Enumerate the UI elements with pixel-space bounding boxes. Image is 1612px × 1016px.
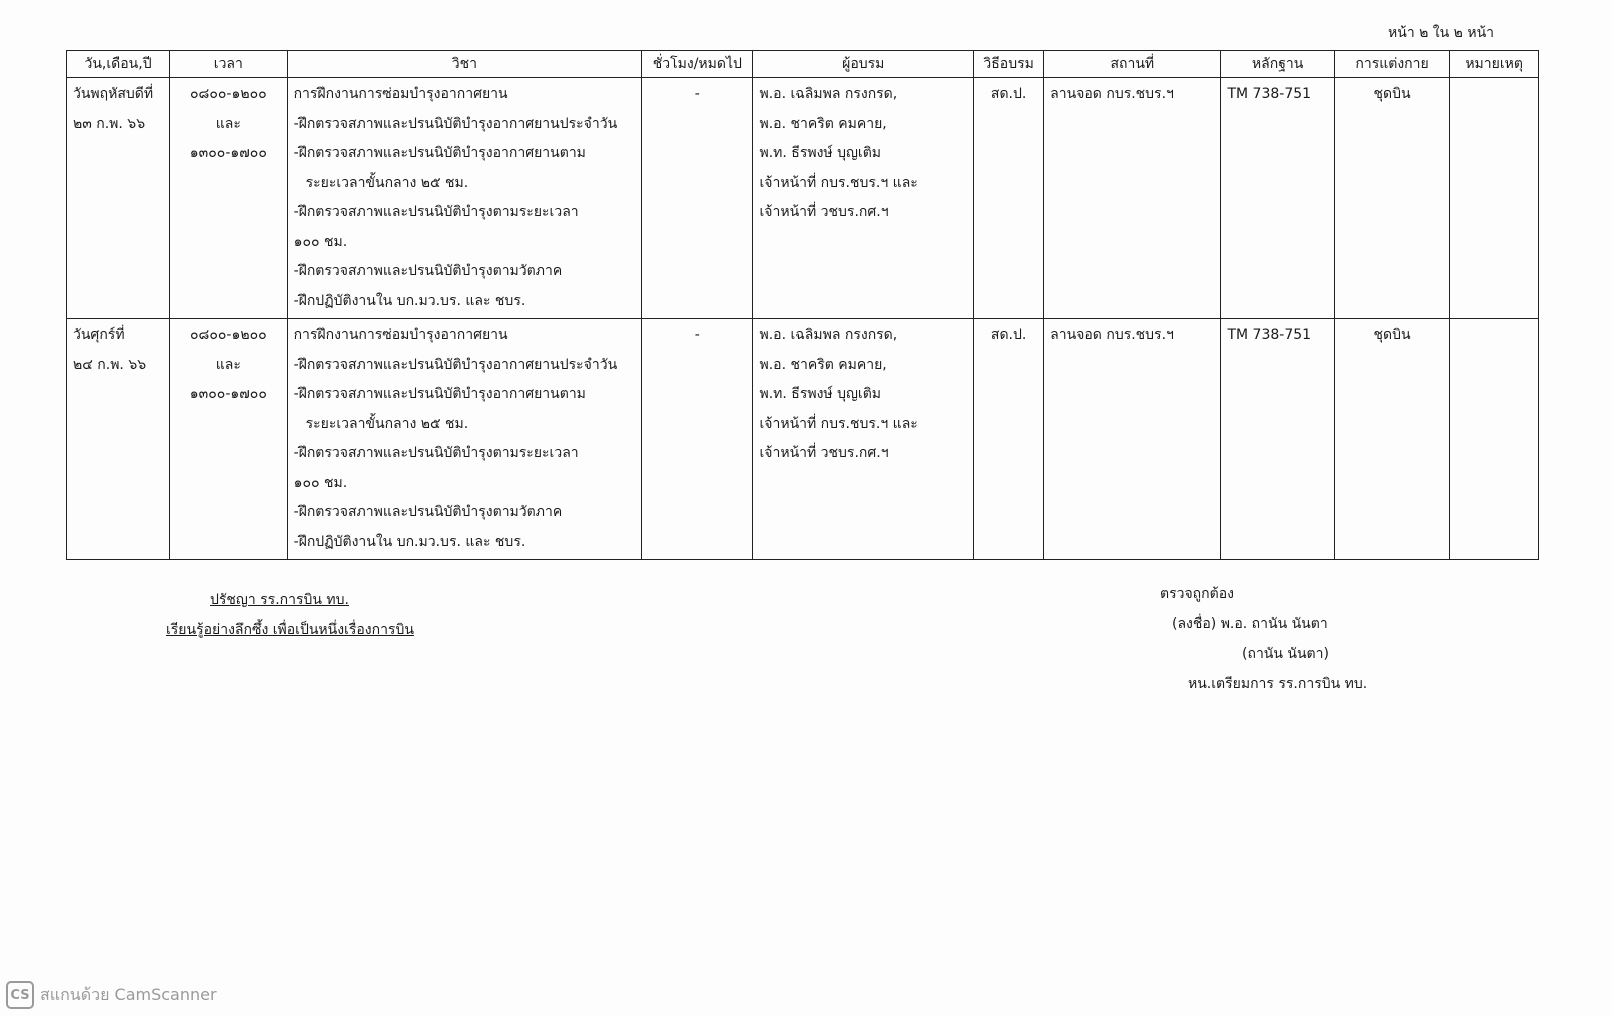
location-value: ลานจอด กบร.ชบร.ฯ: [1050, 327, 1174, 343]
header-hours: ชั่วโมง/หมดไป: [642, 51, 753, 78]
header-subject: วิชา: [287, 51, 642, 78]
trainer-line: พ.ท. ธีรพงษ์ บุญเติม: [759, 386, 882, 402]
evidence-cell: [1221, 319, 1334, 560]
remark-value: [1456, 80, 1532, 110]
date-cell: [67, 78, 170, 319]
time-cell: [170, 319, 288, 560]
subject-cell: [287, 78, 642, 319]
evidence-value: TM 738-751: [1227, 327, 1312, 343]
remark-value: [1456, 321, 1532, 351]
dress-value: ชุดบิน: [1373, 86, 1411, 102]
method-cell: [974, 78, 1044, 319]
table-row: [67, 78, 1539, 319]
date-line: วันพฤหัสบดีที่: [73, 86, 154, 102]
trainer-line: พ.อ. เฉลิมพล กรงกรด,: [759, 327, 898, 343]
time-cell: [170, 78, 288, 319]
trainer-line: เจ้าหน้าที่ กบร.ชบร.ฯ และ: [759, 415, 918, 432]
time-line: ๑๓๐๐-๑๗๐๐: [189, 386, 267, 402]
subject-line: -ฝึกตรวจสภาพและปรนนิบัติบำรุงตามระยะเวลา: [293, 445, 579, 461]
hours-cell: [642, 319, 753, 560]
trainer-line: พ.อ. เฉลิมพล กรงกรด,: [759, 86, 898, 102]
camscanner-logo-icon: CS: [6, 981, 34, 1009]
time-line: และ: [215, 115, 241, 132]
subject-line: -ฝึกปฏิบัติงานใน บก.มว.บร. และ ชบร.: [293, 292, 526, 309]
time-line: และ: [215, 356, 241, 373]
dress-cell: [1334, 78, 1449, 319]
hours-value: -: [694, 86, 700, 102]
header-remark: หมายเหตุ: [1450, 51, 1539, 78]
subject-line: -ฝึกตรวจสภาพและปรนนิบัติบำรุงอากาศยานตาม: [293, 145, 586, 161]
table-row: [67, 319, 1539, 560]
time-line: ๐๘๐๐-๑๒๐๐: [189, 327, 267, 343]
subject-line: -ฝึกตรวจสภาพและปรนนิบัติบำรุงตามวัตภาค: [293, 504, 563, 520]
subject-line: -ฝึกตรวจสภาพและปรนนิบัติบำรุงตามระยะเวลา: [293, 204, 579, 220]
subject-line: ๑๐๐ ชม.: [293, 474, 348, 491]
evidence-value: TM 738-751: [1227, 86, 1312, 102]
subject-line: -ฝึกตรวจสภาพและปรนนิบัติบำรุงตามวัตภาค: [293, 263, 563, 279]
subject-line: ระยะเวลาขั้นกลาง ๒๕ ชม.: [305, 415, 469, 432]
date-line: ๒๓ ก.พ. ๖๖: [73, 115, 146, 132]
hours-value: -: [694, 327, 700, 343]
time-line: ๐๘๐๐-๑๒๐๐: [189, 86, 267, 102]
method-value: สด.ป.: [990, 86, 1027, 102]
signer-position: หน.เตรียมการ รร.การบิน ทบ.: [1188, 676, 1368, 692]
philosophy-title: ปรัชญา รร.การบิน ทบ.: [210, 592, 349, 608]
trainer-line: เจ้าหน้าที่ วชบร.กศ.ฯ: [759, 204, 889, 220]
header-evidence: หลักฐาน: [1221, 51, 1334, 78]
location-cell: [1044, 319, 1221, 560]
hours-cell: [642, 78, 753, 319]
trainer-cell: [753, 78, 974, 319]
header-dress: การแต่งกาย: [1334, 51, 1449, 78]
trainer-cell: [753, 319, 974, 560]
header-date: วัน,เดือน,ปี: [67, 51, 170, 78]
subject-line: การฝึกงานการซ่อมบำรุงอากาศยาน: [293, 86, 508, 102]
subject-line: -ฝึกปฏิบัติงานใน บก.มว.บร. และ ชบร.: [293, 533, 526, 550]
header-time: เวลา: [170, 51, 288, 78]
trainer-line: พ.อ. ชาคริต คมคาย,: [759, 356, 887, 373]
dress-value: ชุดบิน: [1373, 327, 1411, 343]
certified-label: ตรวจถูกต้อง: [1160, 586, 1234, 602]
subject-line: -ฝึกตรวจสภาพและปรนนิบัติบำรุงอากาศยานประจำวัน: [293, 356, 618, 373]
camscanner-watermark: [6, 981, 217, 1009]
date-line: ๒๔ ก.พ. ๖๖: [73, 356, 147, 373]
trainer-line: เจ้าหน้าที่ กบร.ชบร.ฯ และ: [759, 174, 918, 191]
trainer-line: พ.อ. ชาคริต คมคาย,: [759, 115, 887, 132]
page-number: หน้า ๒ ใน ๒ หน้า: [1388, 25, 1494, 41]
date-line: วันศุกร์ที่: [73, 327, 125, 343]
remark-cell: [1450, 319, 1539, 560]
camscanner-label: สแกนด้วย CamScanner: [40, 984, 217, 1004]
evidence-cell: [1221, 78, 1334, 319]
subject-line: ๑๐๐ ชม.: [293, 233, 348, 250]
header-method: วิธีอบรม: [974, 51, 1044, 78]
subject-line: การฝึกงานการซ่อมบำรุงอากาศยาน: [293, 327, 508, 343]
trainer-line: เจ้าหน้าที่ วชบร.กศ.ฯ: [759, 445, 889, 461]
location-cell: [1044, 78, 1221, 319]
printed-name: (ถานัน นันตา): [1242, 646, 1329, 662]
subject-line: ระยะเวลาขั้นกลาง ๒๕ ชม.: [305, 174, 469, 191]
philosophy-text: เรียนรู้อย่างลึกซึ้ง เพื่อเป็นหนึ่งเรื่องการบิน: [166, 622, 414, 638]
training-schedule-table: [66, 50, 1539, 560]
header-location: สถานที่: [1044, 51, 1221, 78]
remark-cell: [1450, 78, 1539, 319]
date-cell: [67, 319, 170, 560]
signed-name: (ลงชื่อ) พ.อ. ถานัน นันตา: [1172, 616, 1328, 632]
table-header-row: [67, 51, 1539, 78]
school-philosophy: [166, 585, 414, 645]
dress-cell: [1334, 319, 1449, 560]
subject-line: -ฝึกตรวจสภาพและปรนนิบัติบำรุงอากาศยานตาม: [293, 386, 586, 402]
subject-cell: [287, 319, 642, 560]
subject-line: -ฝึกตรวจสภาพและปรนนิบัติบำรุงอากาศยานประจำวัน: [293, 115, 618, 132]
location-value: ลานจอด กบร.ชบร.ฯ: [1050, 86, 1174, 102]
signature-block: [1160, 579, 1367, 699]
header-trainer: ผู้อบรม: [753, 51, 974, 78]
trainer-line: พ.ท. ธีรพงษ์ บุญเติม: [759, 145, 882, 161]
method-value: สด.ป.: [990, 327, 1027, 343]
method-cell: [974, 319, 1044, 560]
time-line: ๑๓๐๐-๑๗๐๐: [189, 145, 267, 161]
